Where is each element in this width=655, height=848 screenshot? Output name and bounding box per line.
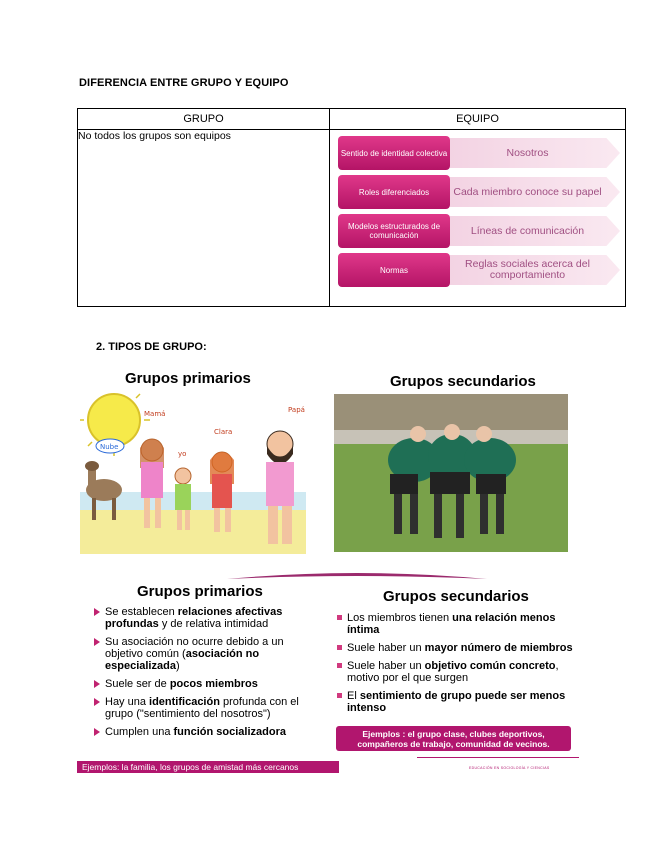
item-bold: objetivo común concreto	[424, 660, 556, 672]
heading-diferencia: DIFERENCIA ENTRE GRUPO Y EQUIPO	[79, 77, 289, 89]
equipo-label: Normas	[338, 253, 450, 287]
list-item	[105, 606, 315, 630]
item-post: )	[175, 660, 180, 672]
heading-tipos: 2. TIPOS DE GRUPO:	[96, 341, 207, 353]
bullet-arrow-icon	[94, 728, 100, 736]
item-pre: El	[347, 690, 360, 702]
label-mama: Mamá	[144, 410, 166, 418]
item-bold: relaciones afectivas profundas	[105, 606, 283, 630]
shorts	[390, 472, 506, 494]
bullet-arrow-icon	[94, 680, 100, 688]
footer-small: EDUCACIÓN EN SOCIOLOGÍA Y CIENCIAS	[469, 766, 550, 770]
label-yo: yo	[178, 450, 187, 458]
secondary-list	[347, 612, 579, 720]
list-item	[347, 612, 579, 636]
list-item	[347, 642, 579, 654]
equipo-desc: Reglas sociales acerca del comportamiento	[465, 258, 590, 281]
item-bold: sentimiento de grupo puede ser menos intenso	[347, 690, 566, 714]
equipo-desc: Líneas de comunicación	[470, 224, 585, 237]
label-papa: Papá	[288, 406, 305, 414]
item-pre: Suele haber un	[347, 642, 425, 654]
primary-examples: Ejemplos: la familia, los grupos de amistad más cercanos	[77, 761, 339, 773]
equipo-row	[338, 175, 620, 209]
item-bold: pocos miembros	[169, 678, 258, 690]
slide-groups	[77, 573, 579, 778]
primary-group-image	[80, 368, 306, 554]
slide-swoosh	[227, 571, 487, 581]
sun-icon	[88, 394, 140, 446]
header-equipo: EQUIPO	[330, 109, 626, 130]
footer-divider	[417, 757, 579, 758]
grupo-text: No todos los grupos son equipos	[78, 130, 231, 142]
item-bold: mayor número de miembros	[424, 642, 573, 654]
item-pre: Su asociación no ocurre debido a un objetivo común (	[105, 636, 284, 660]
bullet-arrow-icon	[94, 638, 100, 646]
rugby-photo	[334, 394, 568, 552]
item-pre: Suele ser de	[105, 678, 170, 690]
equipo-label: Sentido de identidad colectiva	[338, 136, 450, 170]
label-nube: Nube	[100, 443, 119, 451]
equipo-row	[338, 214, 620, 248]
item-pre: Los miembros tienen	[347, 612, 453, 624]
list-item	[105, 636, 315, 672]
bullet-square-icon	[337, 693, 342, 698]
primary-image-title: Grupos primarios	[125, 370, 251, 387]
item-bold: asociación no especializada	[105, 648, 260, 672]
slide-secondary-title: Grupos secundarios	[383, 588, 529, 605]
secondary-group-image	[334, 372, 568, 552]
equipo-desc: Cada miembro conoce su papel	[453, 185, 602, 198]
list-item	[105, 678, 315, 690]
item-pre: Se establecen	[105, 606, 178, 618]
equipo-label: Roles diferenciados	[338, 175, 450, 209]
equipo-row	[338, 136, 620, 170]
list-item	[105, 696, 315, 720]
bullet-square-icon	[337, 645, 342, 650]
list-item	[105, 726, 315, 738]
bullet-square-icon	[337, 663, 342, 668]
item-post: , motivo por el que surgen	[347, 660, 559, 684]
equipo-diagram	[330, 130, 625, 306]
item-post: y de relativa intimidad	[158, 618, 269, 630]
slide-primary-title: Grupos primarios	[137, 583, 263, 600]
list-item	[347, 660, 579, 684]
item-pre: Cumplen una	[105, 726, 174, 738]
item-bold: identificación	[149, 696, 220, 708]
item-bold: función socializadora	[173, 726, 286, 738]
bullet-arrow-icon	[94, 608, 100, 616]
equipo-cell	[330, 130, 626, 307]
header-grupo: GRUPO	[78, 109, 330, 130]
bullet-square-icon	[337, 615, 342, 620]
secondary-examples: Ejemplos : el grupo clase, clubes deportivos, compañeros de trabajo, comunidad de vecinos.	[336, 726, 571, 751]
item-post: profunda con el grupo ("sentimiento del nosotros")	[105, 696, 299, 720]
bullet-arrow-icon	[94, 698, 100, 706]
label-clara: Clara	[214, 428, 233, 436]
grupo-cell	[78, 130, 330, 307]
family-drawing	[80, 388, 306, 554]
equipo-row	[338, 253, 620, 287]
equipo-label: Modelos estructurados de comunicación	[338, 214, 450, 248]
item-pre: Suele haber un	[347, 660, 425, 672]
secondary-image-title: Grupos secundarios	[390, 373, 536, 390]
comparison-table	[77, 108, 626, 307]
item-bold: una relación menos íntima	[347, 612, 556, 636]
item-pre: Hay una	[105, 696, 150, 708]
equipo-desc: Nosotros	[506, 146, 549, 159]
list-item	[347, 690, 579, 714]
primary-list	[105, 606, 315, 744]
